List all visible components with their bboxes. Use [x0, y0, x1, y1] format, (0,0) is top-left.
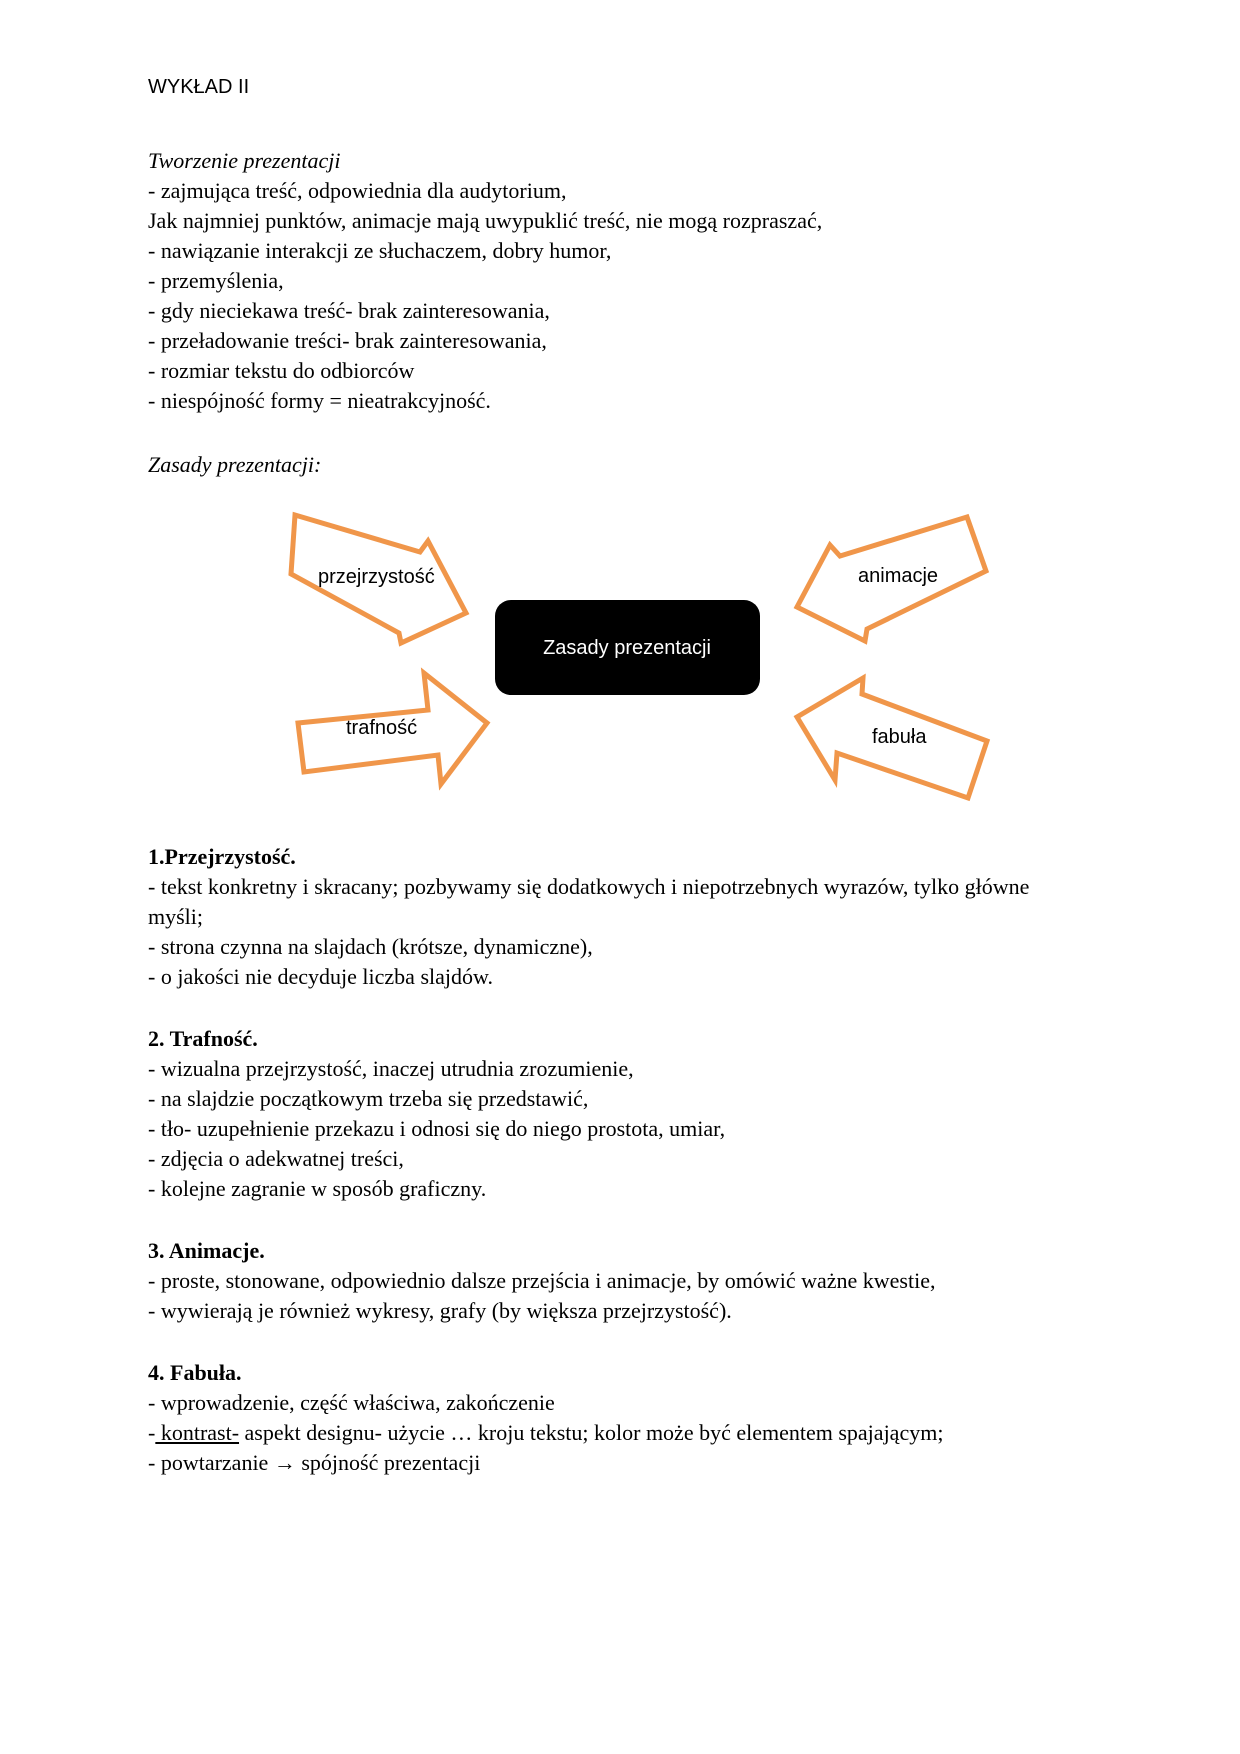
intro-line: - zajmująca treść, odpowiednia dla audytorium, — [148, 178, 567, 203]
dash: - — [148, 1420, 156, 1445]
section-line: - kolejne zagranie w sposób graficzny. — [148, 1176, 487, 1201]
section-1 — [148, 842, 1088, 992]
rules-title-block — [148, 450, 1088, 480]
section-line: myśli; — [148, 904, 204, 929]
section-line-kontrast — [148, 1418, 1088, 1448]
section-line: - wprowadzenie, część właściwa, zakończenie — [148, 1390, 555, 1415]
arrow-label-fabula: fabuła — [872, 726, 927, 748]
intro-line: Jak najmniej punktów, animacje mają uwypuklić treść, nie mogą rozpraszać, — [148, 208, 823, 233]
center-box-label: Zasady prezentacji — [543, 637, 711, 659]
section-title: 4. Fabuła. — [148, 1360, 242, 1385]
section-line: - tekst konkretny i skracany; pozbywamy się dodatkowych i niepotrzebnych wyrazów, tylko główne — [148, 874, 1030, 899]
lecture-heading: WYKŁAD II — [148, 76, 250, 98]
section-line-powtarzanie — [148, 1448, 1088, 1478]
section-line: - strona czynna na slajdach (krótsze, dynamiczne), — [148, 934, 593, 959]
arrow-label-animacje: animacje — [858, 565, 939, 587]
arrow-label-przejrzystosc: przejrzystość — [318, 566, 435, 588]
section-line: - na slajdzie początkowym trzeba się przedstawić, — [148, 1086, 589, 1111]
section-line: - tło- uzupełnienie przekazu i odnosi się do niego prostota, umiar, — [148, 1116, 726, 1141]
section-4 — [148, 1358, 1088, 1478]
arrow-label-trafnosc: trafność — [346, 717, 418, 739]
section-line: - proste, stonowane, odpowiednio dalsze przejścia i animacje, by omówić ważne kwestie, — [148, 1268, 936, 1293]
section-line: - o jakości nie decyduje liczba slajdów. — [148, 964, 493, 989]
right-arrow-icon: → — [273, 1450, 296, 1475]
section-title: 1.Przejrzystość. — [148, 844, 296, 869]
kontrast-term: kontrast- — [155, 1420, 240, 1445]
section-title: 3. Animacje. — [148, 1238, 265, 1263]
powtarzanie-rest: spójność prezentacji — [295, 1450, 481, 1475]
intro-line: - rozmiar tekstu do odbiorców — [148, 358, 415, 383]
section-line: - wizualna przejrzystość, inaczej utrudnia zrozumienie, — [148, 1056, 634, 1081]
intro-line: - przemyślenia, — [148, 268, 284, 293]
section-line: - wywierają je również wykresy, grafy (by większa przejrzystość). — [148, 1298, 732, 1323]
powtarzanie-term: - powtarzanie — [148, 1450, 274, 1475]
intro-line: - nawiązanie interakcji ze słuchaczem, dobry humor, — [148, 238, 612, 263]
intro-title: Tworzenie prezentacji — [148, 148, 341, 173]
intro-block — [148, 146, 1088, 416]
kontrast-rest: aspekt designu- użycie … kroju tekstu; kolor może być elementem spajającym; — [239, 1420, 944, 1445]
rules-title: Zasady prezentacji: — [148, 452, 322, 477]
intro-line: - niespójność formy = nieatrakcyjność. — [148, 388, 491, 413]
intro-line: - przeładowanie treści- brak zainteresowania, — [148, 328, 547, 353]
section-line: - zdjęcia o adekwatnej treści, — [148, 1146, 404, 1171]
intro-line: - gdy nieciekawa treść- brak zainteresowania, — [148, 298, 550, 323]
rules-diagram — [270, 505, 1010, 815]
section-3 — [148, 1236, 1088, 1326]
section-title: 2. Trafność. — [148, 1026, 258, 1051]
section-2 — [148, 1024, 1088, 1204]
